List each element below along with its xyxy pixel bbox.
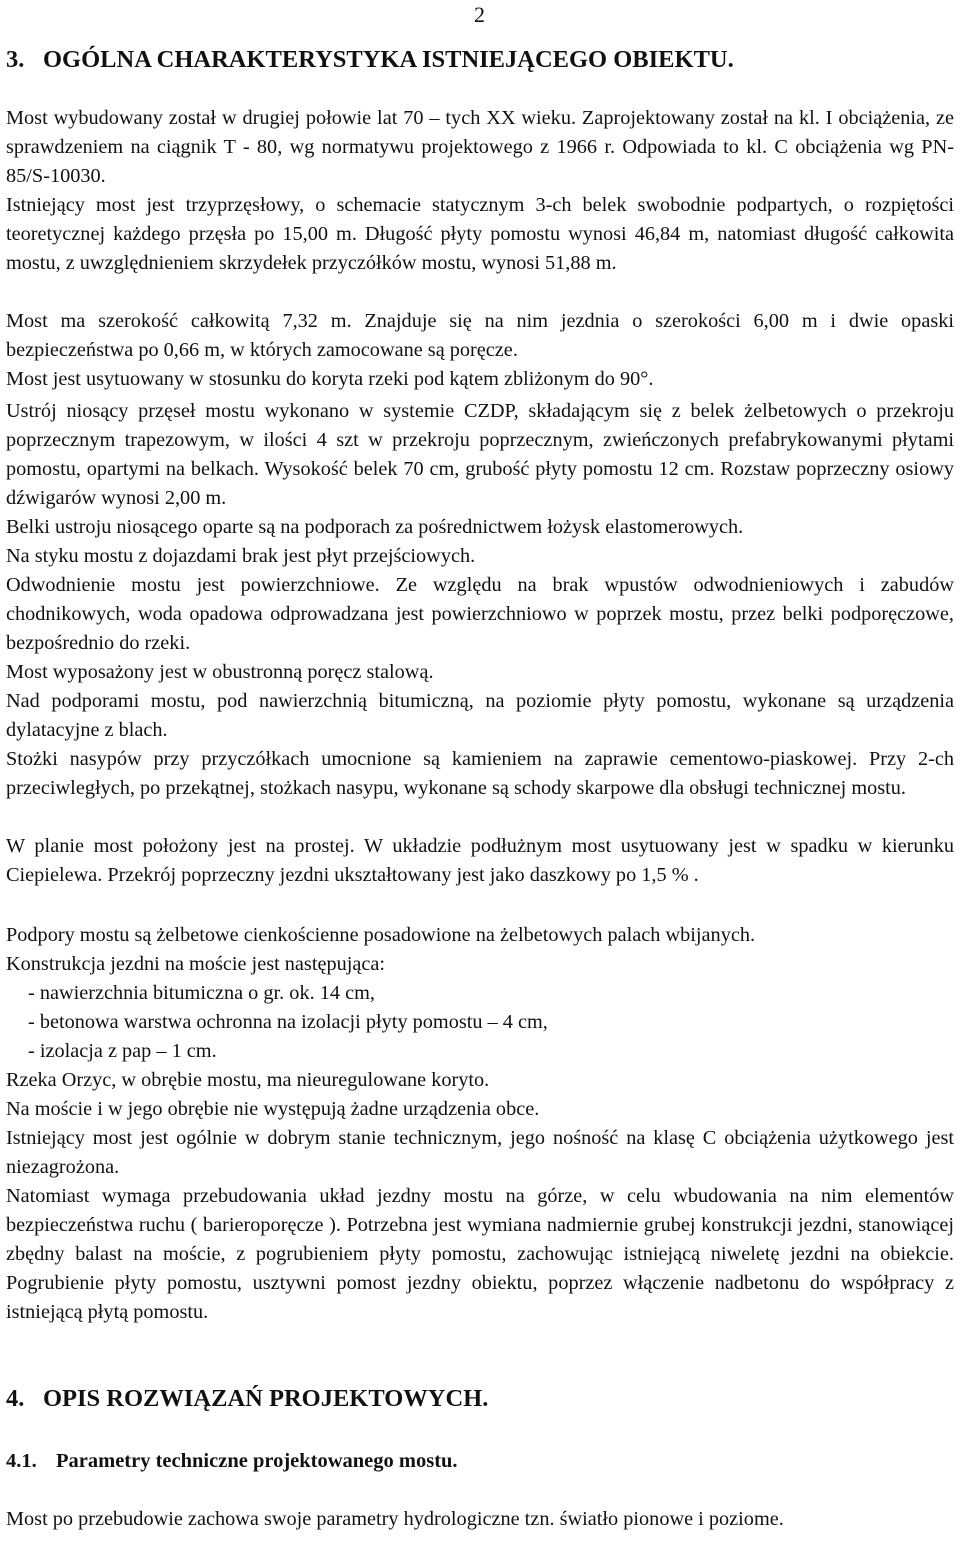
section-number: 3.	[6, 46, 25, 73]
paragraph: Belki ustroju niosącego oparte są na podporach za pośrednictwem łożysk elastomerowych.	[6, 516, 744, 538]
section-number: 4.	[6, 1385, 25, 1412]
paragraph: Na moście i w jego obrębie nie występują żadne urządzenia obce.	[6, 1098, 540, 1120]
paragraph: Most wyposażony jest w obustronną poręcz stalową.	[6, 661, 434, 683]
road-layer-list	[6, 979, 954, 1066]
section-number: 4.1.	[6, 1450, 37, 1472]
list-item: - betonowa warstwa ochronna na izolacji płyty pomostu – 4 cm,	[28, 1011, 548, 1033]
paragraph: Most po przebudowie zachowa swoje parametry hydrologiczne tzn. światło pionowe i poziome.	[6, 1508, 784, 1530]
section-3-heading	[6, 45, 734, 75]
paragraph: Podpory mostu są żelbetowe cienkościenne posadowione na żelbetowych palach wbijanych.	[6, 924, 756, 946]
paragraph: Nad podporami mostu, pod nawierzchnią bitumiczną, na poziomie płyty pomostu, wykonane są urządzenia dylatacyjne z blach.	[6, 690, 954, 741]
section-title: OPIS ROZWIĄZAŃ PROJEKTOWYCH.	[43, 1385, 489, 1412]
paragraph: Istniejący most jest ogólnie w dobrym stanie technicznym, jego nośność na klasę C obciążenia użytkowego jest niezagrożona.	[6, 1127, 954, 1178]
section-title: Parametry techniczne projektowanego mostu.	[56, 1450, 458, 1472]
list-item: - nawierzchnia bitumiczna o gr. ok. 14 cm,	[28, 982, 375, 1004]
paragraph: Most ma szerokość całkowitą 7,32 m. Znajduje się na nim jezdnia o szerokości 6,00 m i dwie opaski bezpieczeństwa po 0,66 m, w których zamocowane są poręcze.	[6, 310, 954, 361]
paragraph: Stożki nasypów przy przyczółkach umocnione są kamieniem na zaprawie cementowo-piaskowej. Przy 2-ch przeciwległych, po przekątnej, stożkach nasypu, wykonane są schody skarpowe dla obsługi technicznej mostu.	[6, 748, 954, 799]
paragraph: Konstrukcja jezdni na moście jest następująca:	[6, 953, 386, 975]
paragraph: Na styku mostu z dojazdami brak jest płyt przejściowych.	[6, 545, 476, 567]
section-4-1-heading	[6, 1447, 458, 1475]
paragraph: Istniejący most jest trzyprzęsłowy, o schemacie statycznym 3-ch belek swobodnie podpartych, o rozpiętości teoretycznej każdego przęsła po 15,00 m. Długość płyty pomostu wynosi 46,84 m, natomiast długość całkowita mostu, z uwzględnieniem skrzydełek przyczółków mostu, wynosi 51,88 m.	[6, 194, 954, 274]
section-title: OGÓLNA CHARAKTERYSTYKA ISTNIEJĄCEGO OBIEKTU.	[43, 46, 734, 73]
paragraph: Natomiast wymaga przebudowania układ jezdny mostu na górze, w celu wbudowania na nim elementów bezpieczeństwa ruchu ( barieroporęcze ). Potrzebna jest wymiana nadmiernie grubej konstrukcji jezdni, stanowiącej zbędny balast na moście, z pogrubieniem płyty pomostu, zachowując istniejącą niweletę jezdni na obiekcie. Pogrubienie płyty pomostu, usztywni pomost jezdny obiektu, poprzez włączenie nadbetonu do współpracy z istniejącą płytą pomostu.	[6, 1185, 954, 1323]
paragraph: Most jest usytuowany w stosunku do koryta rzeki pod kątem zbliżonym do 90°.	[6, 368, 654, 390]
paragraph: Ustrój niosący przęseł mostu wykonano w systemie CZDP, składającym się z belek żelbetowych o przekroju poprzecznym trapezowym, w ilości 4 szt w przekroju poprzecznym, zwieńczonych prefabrykowanymi płytami pomostu, opartymi na belkach. Wysokość belek 70 cm, grubość płyty pomostu 12 cm. Rozstaw poprzeczny osiowy dźwigarów wynosi 2,00 m.	[6, 400, 954, 509]
paragraph: Rzeka Orzyc, w obrębie mostu, ma nieuregulowane koryto.	[6, 1069, 490, 1091]
list-item: - izolacja z pap – 1 cm.	[28, 1040, 217, 1062]
paragraph: Odwodnienie mostu jest powierzchniowe. Ze względu na brak wpustów odwodnieniowych i zabudów chodnikowych, woda opadowa odprowadzana jest powierzchniowo w poprzek mostu, przez belki podporęczowe, bezpośrednio do rzeki.	[6, 574, 954, 654]
page-number: 2	[474, 2, 485, 27]
section-4-heading	[6, 1384, 488, 1414]
paragraph: W planie most położony jest na prostej. W układzie podłużnym most usytuowany jest w spadku w kierunku Ciepielewa. Przekrój poprzeczny jezdni ukształtowany jest jako daszkowy po 1,5 % .	[6, 835, 954, 886]
paragraph: Most wybudowany został w drugiej połowie lat 70 – tych XX wieku. Zaprojektowany został na kl. I obciążenia, ze sprawdzeniem na ciągnik T - 80, wg normatywu projektowego z 1966 r. Odpowiada to kl. C obciążenia wg PN-85/S-10030.	[6, 107, 954, 187]
